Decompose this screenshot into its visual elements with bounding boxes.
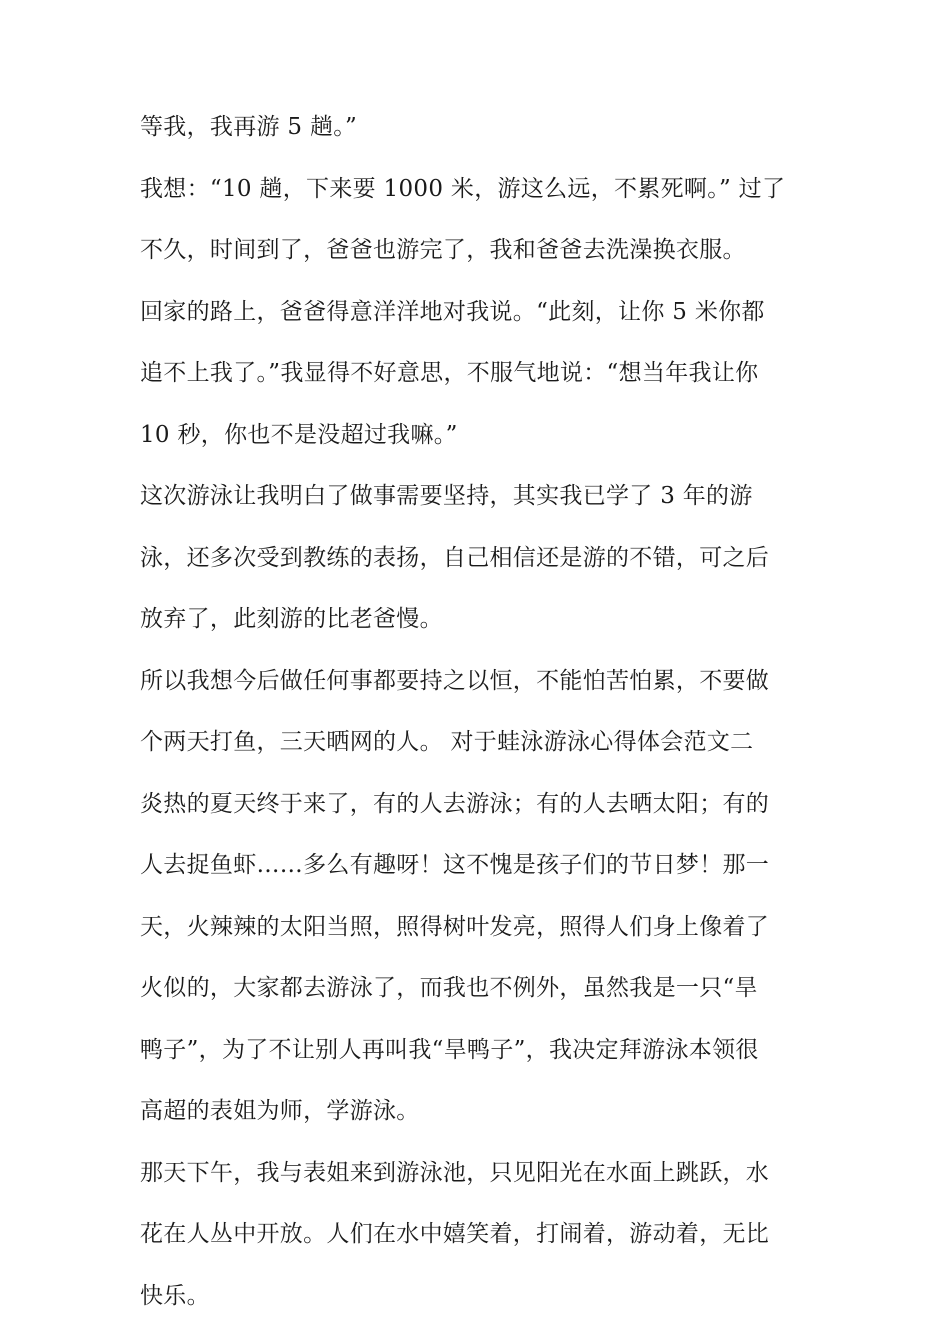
text-line: 炎热的夏天终于来了，有的人去游泳；有的人去晒太阳；有的 bbox=[140, 790, 770, 817]
text-line: 那天下午，我与表姐来到游泳池，只见阳光在水面上跳跃，水 bbox=[140, 1159, 770, 1186]
text-line: 火似的，大家都去游泳了，而我也不例外，虽然我是一只“旱 bbox=[140, 975, 758, 1001]
text-line: 高超的表姐为师，学游泳。 bbox=[140, 1098, 420, 1124]
text-line: 这次游泳让我明白了做事需要坚持，其实我已学了 3 年的游 bbox=[140, 483, 753, 509]
text-line: 人去捉鱼虾……多么有趣呀！这不愧是孩子们的节日梦！那一 bbox=[140, 852, 770, 878]
text-line: 个两天打鱼，三天晒网的人。 对于蛙泳游泳心得体会范文二 bbox=[140, 729, 754, 755]
text-line: 所以我想今后做任何事都要持之以恒，不能怕苦怕累，不要做 bbox=[140, 667, 770, 694]
text-line: 放弃了，此刻游的比老爸慢。 bbox=[140, 606, 443, 632]
text-line: 泳，还多次受到教练的表扬，自己相信还是游的不错，可之后 bbox=[140, 544, 770, 571]
text-line: 花在人丛中开放。人们在水中嬉笑着，打闹着，游动着，无比 bbox=[140, 1221, 770, 1247]
text-line: 鸭子”，为了不让别人再叫我“旱鸭子”，我决定拜游泳本领很 bbox=[140, 1036, 759, 1063]
text-line: 天，火辣辣的太阳当照，照得树叶发亮，照得人们身上像着了 bbox=[140, 913, 770, 940]
text-line: 10 秒，你也不是没超过我嘛。” bbox=[140, 421, 458, 448]
text-line: 追不上我了。”我显得不好意思，不服气地说：“想当年我让你 bbox=[140, 360, 759, 386]
text-line: 不久，时间到了，爸爸也游完了，我和爸爸去洗澡换衣服。 bbox=[140, 237, 746, 263]
text-line: 快乐。 bbox=[140, 1282, 210, 1309]
text-line: 回家的路上，爸爸得意洋洋地对我说。“此刻，让你 5 米你都 bbox=[140, 298, 765, 325]
text-line: 等我，我再游 5 趟。” bbox=[140, 114, 358, 140]
text-line: 我想：“10 趟，下来要 1000 米，游这么远，不累死啊。” 过了 bbox=[140, 175, 786, 202]
